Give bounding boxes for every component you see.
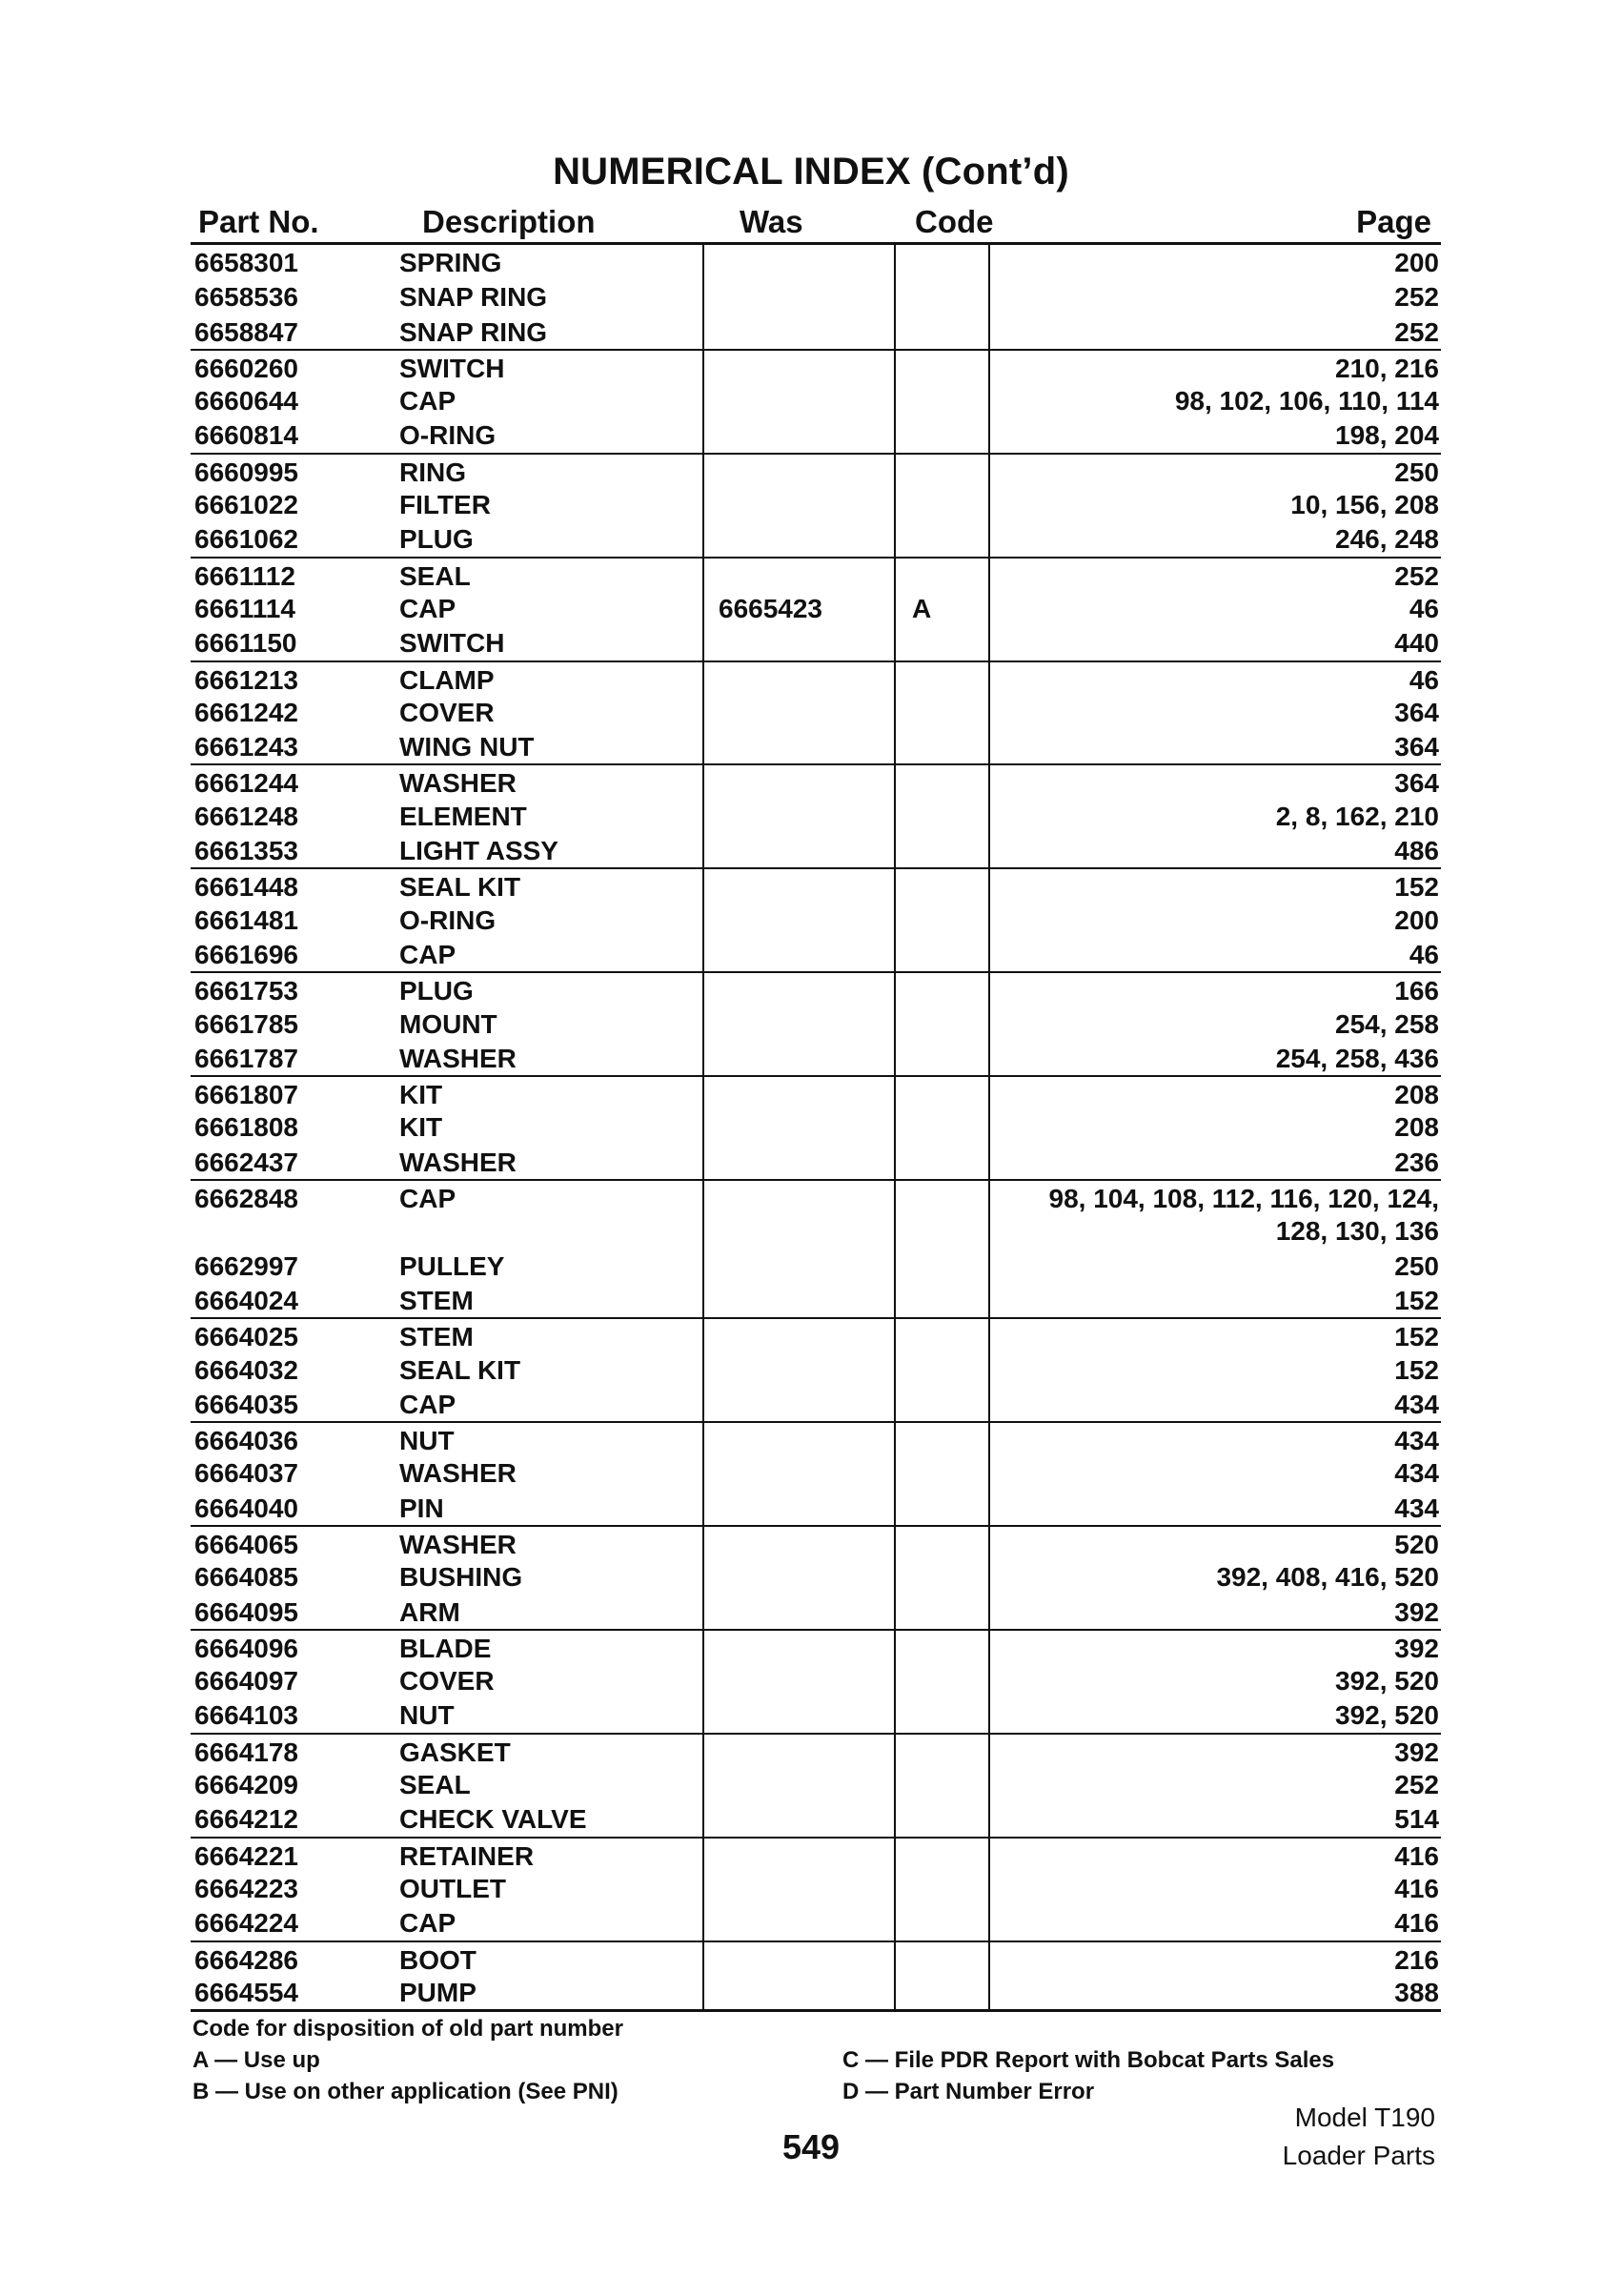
part-number-cell: 6661022: [194, 490, 299, 520]
part-number-cell: 6661785: [194, 1008, 299, 1039]
table-row: [191, 625, 1441, 660]
part-number-cell: 6661696: [194, 939, 299, 969]
legend-code-c: C — File PDR Report with Bobcat Parts Sales: [842, 2047, 1335, 2073]
page-cell: 152: [1394, 1285, 1439, 1315]
page-cell: 254, 258, 436: [1275, 1043, 1439, 1073]
part-number-cell: 6661062: [194, 524, 299, 555]
table-row: [191, 1767, 1441, 1801]
page-cell: 250: [1394, 1250, 1439, 1281]
part-number-cell: 6661244: [194, 768, 299, 799]
part-number-cell: 6664036: [194, 1426, 299, 1456]
footer-model-name: Model T190: [1294, 2103, 1435, 2132]
page-cell: 254, 258: [1335, 1008, 1439, 1039]
description-cell: CAP: [399, 1389, 456, 1419]
table-row: [191, 833, 1441, 867]
part-number-cell: 6664212: [194, 1804, 299, 1835]
page-cell: 208: [1394, 1112, 1439, 1143]
part-number-cell: 6664554: [194, 1977, 299, 2007]
page-cell: 250: [1394, 457, 1439, 487]
table-row: [191, 1559, 1441, 1594]
table-row: [191, 1075, 1441, 1109]
page-cell: 392, 520: [1335, 1700, 1439, 1731]
page-cell: 440: [1394, 628, 1439, 659]
description-cell: CHECK VALVE: [399, 1804, 587, 1835]
legend-code-b: B — Use on other application (See PNI): [193, 2079, 618, 2104]
part-number-cell: 6664209: [194, 1770, 299, 1800]
part-number-cell: 6664221: [194, 1840, 299, 1871]
page-cell: 252: [1394, 1770, 1439, 1800]
page-cell: 152: [1394, 872, 1439, 903]
page-cell: 416: [1394, 1840, 1439, 1871]
part-number-cell: 6661243: [194, 732, 299, 762]
page-cell: 364: [1394, 697, 1439, 727]
table-row: [191, 1041, 1441, 1075]
table-row: [191, 1801, 1441, 1836]
table-row: [191, 903, 1441, 937]
page-cell: 2, 8, 162, 210: [1275, 801, 1439, 831]
table-row: [191, 1733, 1441, 1767]
part-number-cell: 6658536: [194, 282, 299, 313]
description-cell: FILTER: [399, 490, 491, 520]
table-row: [191, 1179, 1441, 1249]
page-cell: 416: [1394, 1908, 1439, 1939]
page-cell: 514: [1394, 1804, 1439, 1835]
part-number-cell: 6662997: [194, 1250, 299, 1281]
page-cell: 200: [1394, 248, 1439, 277]
table-header: [191, 204, 1441, 242]
part-number-cell: 6664223: [194, 1873, 299, 1903]
table-row: [191, 1595, 1441, 1629]
part-number-cell: 6661753: [194, 976, 299, 1006]
description-cell: CAP: [399, 593, 456, 623]
description-cell: SPRING: [399, 248, 502, 277]
description-cell: BLADE: [399, 1633, 492, 1663]
legend-heading: Code for disposition of old part number: [193, 2016, 623, 2042]
page-cell: 46: [1409, 664, 1439, 695]
part-number-cell: 6661353: [194, 836, 299, 866]
footer-section: Loader Parts: [1282, 2141, 1435, 2170]
description-cell: SWITCH: [399, 353, 505, 383]
description-cell: SEAL: [399, 560, 471, 591]
part-number-cell: 6660260: [194, 353, 299, 383]
page-title: NUMERICAL INDEX (Cont’d): [553, 151, 1069, 193]
description-cell: MOUNT: [399, 1008, 497, 1039]
table-row: [191, 1491, 1441, 1525]
part-number-cell: 6664096: [194, 1633, 299, 1663]
table-row: [191, 315, 1441, 349]
page-cell: 364: [1394, 768, 1439, 799]
table-row: [191, 1387, 1441, 1421]
page-cell: 46: [1409, 593, 1439, 623]
part-number-cell: 6660814: [194, 420, 299, 451]
page-cell: 434: [1394, 1458, 1439, 1489]
table-row: [191, 729, 1441, 763]
header-code: Code: [915, 204, 994, 239]
part-number-cell: 6661248: [194, 801, 299, 831]
part-number-cell: 6664025: [194, 1322, 299, 1352]
part-number-cell: 6660995: [194, 457, 299, 487]
page-cell: 392, 520: [1335, 1666, 1439, 1697]
page-cell: 210, 216: [1335, 353, 1439, 383]
part-number-cell: 6664032: [194, 1354, 299, 1385]
description-cell: RETAINER: [399, 1840, 535, 1871]
table-row: [191, 1905, 1441, 1940]
page-cell: 364: [1394, 732, 1439, 762]
header-part-no: Part No.: [198, 204, 319, 239]
description-cell: NUT: [399, 1700, 455, 1731]
table-row: [191, 1629, 1441, 1663]
table-row: [191, 1006, 1441, 1041]
page-cell: 208: [1394, 1080, 1439, 1110]
table-row: [191, 937, 1441, 971]
part-number-cell: 6661481: [194, 904, 299, 935]
table-row: [191, 1421, 1441, 1455]
table-row: [191, 660, 1441, 695]
page-cell: 486: [1394, 836, 1439, 866]
part-number-cell: 6664103: [194, 1700, 299, 1731]
description-cell: COVER: [399, 1666, 495, 1697]
part-number-cell: 6664035: [194, 1389, 299, 1419]
part-number-cell: 6664178: [194, 1737, 299, 1767]
page-cell: 434: [1394, 1389, 1439, 1419]
table-row: [191, 1352, 1441, 1387]
numerical-index-table: [191, 204, 1441, 2012]
table-row: [191, 349, 1441, 383]
page-cell: 98, 104, 108, 112, 116, 120, 124, 128, 130, 136: [1048, 1184, 1439, 1247]
page-cell: 392: [1394, 1737, 1439, 1767]
page-cell: 198, 204: [1335, 420, 1439, 451]
part-number-cell: 6662437: [194, 1147, 299, 1177]
table-row: [191, 591, 1441, 625]
table-row: [191, 763, 1441, 798]
page-cell: 392: [1394, 1596, 1439, 1627]
description-cell: WASHER: [399, 1043, 517, 1073]
part-number-cell: 6664095: [194, 1596, 299, 1627]
description-cell: CAP: [399, 386, 456, 417]
page-cell: 46: [1409, 939, 1439, 969]
legend-code-a: A — Use up: [193, 2047, 320, 2073]
part-number-cell: 6661112: [194, 560, 295, 591]
page-cell: 246, 248: [1335, 524, 1439, 555]
description-cell: KIT: [399, 1080, 443, 1110]
table-row: [191, 1525, 1441, 1559]
page-cell: 98, 102, 106, 110, 114: [1174, 386, 1439, 417]
part-number-cell: 6661213: [194, 664, 299, 695]
code-cell: A: [912, 593, 932, 623]
table-row: [191, 695, 1441, 729]
part-number-cell: 6661242: [194, 697, 299, 727]
part-number-cell: 6664037: [194, 1458, 299, 1489]
page-cell: 392: [1394, 1633, 1439, 1663]
description-cell: CAP: [399, 939, 456, 969]
table-row: [191, 867, 1441, 902]
part-number-cell: 6664085: [194, 1562, 299, 1593]
page-cell: 152: [1394, 1322, 1439, 1352]
description-cell: SWITCH: [399, 628, 505, 659]
page-cell: 520: [1394, 1529, 1439, 1559]
page-cell: 216: [1394, 1944, 1439, 1975]
page-cell: 200: [1394, 904, 1439, 935]
part-number-cell: 6664065: [194, 1529, 299, 1559]
page-cell: 152: [1394, 1354, 1439, 1385]
was-cell: 6665423: [719, 593, 823, 623]
description-cell: SEAL KIT: [399, 872, 521, 903]
part-number-cell: 6661114: [194, 593, 295, 623]
description-cell: ARM: [399, 1596, 460, 1627]
description-cell: SNAP RING: [399, 282, 548, 313]
table-row: [191, 453, 1441, 487]
part-number-cell: 6661808: [194, 1112, 299, 1143]
description-cell: SEAL: [399, 1770, 471, 1800]
page-cell: 252: [1394, 560, 1439, 591]
table-row: [191, 799, 1441, 833]
page-number: 549: [781, 2127, 841, 2166]
description-cell: BUSHING: [399, 1562, 523, 1593]
footer-model: [1283, 2099, 1435, 2175]
description-cell: WASHER: [399, 1458, 517, 1489]
description-cell: PLUG: [399, 524, 474, 555]
part-number-cell: 6664024: [194, 1285, 299, 1315]
part-number-cell: 6661807: [194, 1080, 299, 1110]
description-cell: WASHER: [399, 768, 517, 799]
description-cell: CAP: [399, 1908, 456, 1939]
description-cell: WING NUT: [399, 732, 535, 762]
page-cell: 434: [1394, 1493, 1439, 1523]
page-cell: 392, 408, 416, 520: [1216, 1562, 1439, 1593]
table-row: [191, 1837, 1441, 1871]
table-row: [191, 1975, 1441, 2009]
description-cell: PUMP: [399, 1977, 476, 2007]
description-cell: WASHER: [399, 1147, 517, 1177]
description-cell: BOOT: [399, 1944, 476, 1975]
description-cell: O-RING: [399, 420, 497, 451]
table-row: [191, 1455, 1441, 1490]
table-body: [191, 242, 1441, 2012]
description-cell: LIGHT ASSY: [399, 836, 558, 866]
table-row: [191, 1871, 1441, 1905]
table-row: [191, 521, 1441, 556]
part-number-cell: 6664097: [194, 1666, 299, 1697]
table-row: [191, 1697, 1441, 1732]
part-number-cell: 6660644: [194, 386, 299, 417]
table-row: [191, 245, 1441, 279]
description-cell: CLAMP: [399, 664, 495, 695]
table-row: [191, 1283, 1441, 1317]
description-cell: PIN: [399, 1493, 444, 1523]
description-cell: RING: [399, 457, 466, 487]
description-cell: O-RING: [399, 904, 497, 935]
legend-code-d: D — Part Number Error: [842, 2079, 1095, 2104]
page-cell: 434: [1394, 1426, 1439, 1456]
part-number-cell: 6664286: [194, 1944, 299, 1975]
description-cell: PULLEY: [399, 1250, 505, 1281]
part-number-cell: 6661150: [194, 628, 297, 659]
table-row: [191, 557, 1441, 591]
table-row: [191, 1940, 1441, 1975]
description-cell: NUT: [399, 1426, 455, 1456]
description-cell: GASKET: [399, 1737, 511, 1767]
description-cell: ELEMENT: [399, 801, 527, 831]
page-cell: 10, 156, 208: [1290, 490, 1439, 520]
page-cell: 252: [1394, 282, 1439, 313]
description-cell: PLUG: [399, 976, 474, 1006]
description-cell: KIT: [399, 1112, 443, 1143]
description-cell: SNAP RING: [399, 316, 548, 347]
description-cell: COVER: [399, 697, 495, 727]
description-cell: CAP: [399, 1184, 456, 1214]
part-number-cell: 6658301: [194, 248, 299, 277]
header-was: Was: [740, 204, 803, 239]
code-legend-right: [842, 2044, 1334, 2107]
description-cell: WASHER: [399, 1529, 517, 1559]
table-row: [191, 487, 1441, 521]
part-number-cell: 6658847: [194, 316, 299, 347]
code-legend: [193, 2013, 623, 2107]
page-cell: 166: [1394, 976, 1439, 1006]
page-cell: 388: [1394, 1977, 1439, 2007]
page-cell: 252: [1394, 316, 1439, 347]
part-number-cell: 6661787: [194, 1043, 299, 1073]
part-number-cell: 6664224: [194, 1908, 299, 1939]
page-cell: 416: [1394, 1873, 1439, 1903]
table-row: [191, 1109, 1441, 1144]
description-cell: STEM: [399, 1285, 474, 1315]
table-row: [191, 1317, 1441, 1351]
table-row: [191, 383, 1441, 417]
header-page: Page: [1356, 204, 1431, 239]
table-row: [191, 1663, 1441, 1697]
table-row: [191, 417, 1441, 452]
table-row: [191, 279, 1441, 314]
part-number-cell: 6661448: [194, 872, 299, 903]
part-number-cell: 6664040: [194, 1493, 299, 1523]
table-row: [191, 1145, 1441, 1179]
header-description: Description: [422, 204, 596, 239]
table-row: [191, 1249, 1441, 1283]
description-cell: OUTLET: [399, 1873, 506, 1903]
table-row: [191, 971, 1441, 1006]
description-cell: SEAL KIT: [399, 1354, 521, 1385]
page-cell: 236: [1394, 1147, 1439, 1177]
part-number-cell: 6662848: [194, 1184, 299, 1214]
description-cell: STEM: [399, 1322, 474, 1352]
